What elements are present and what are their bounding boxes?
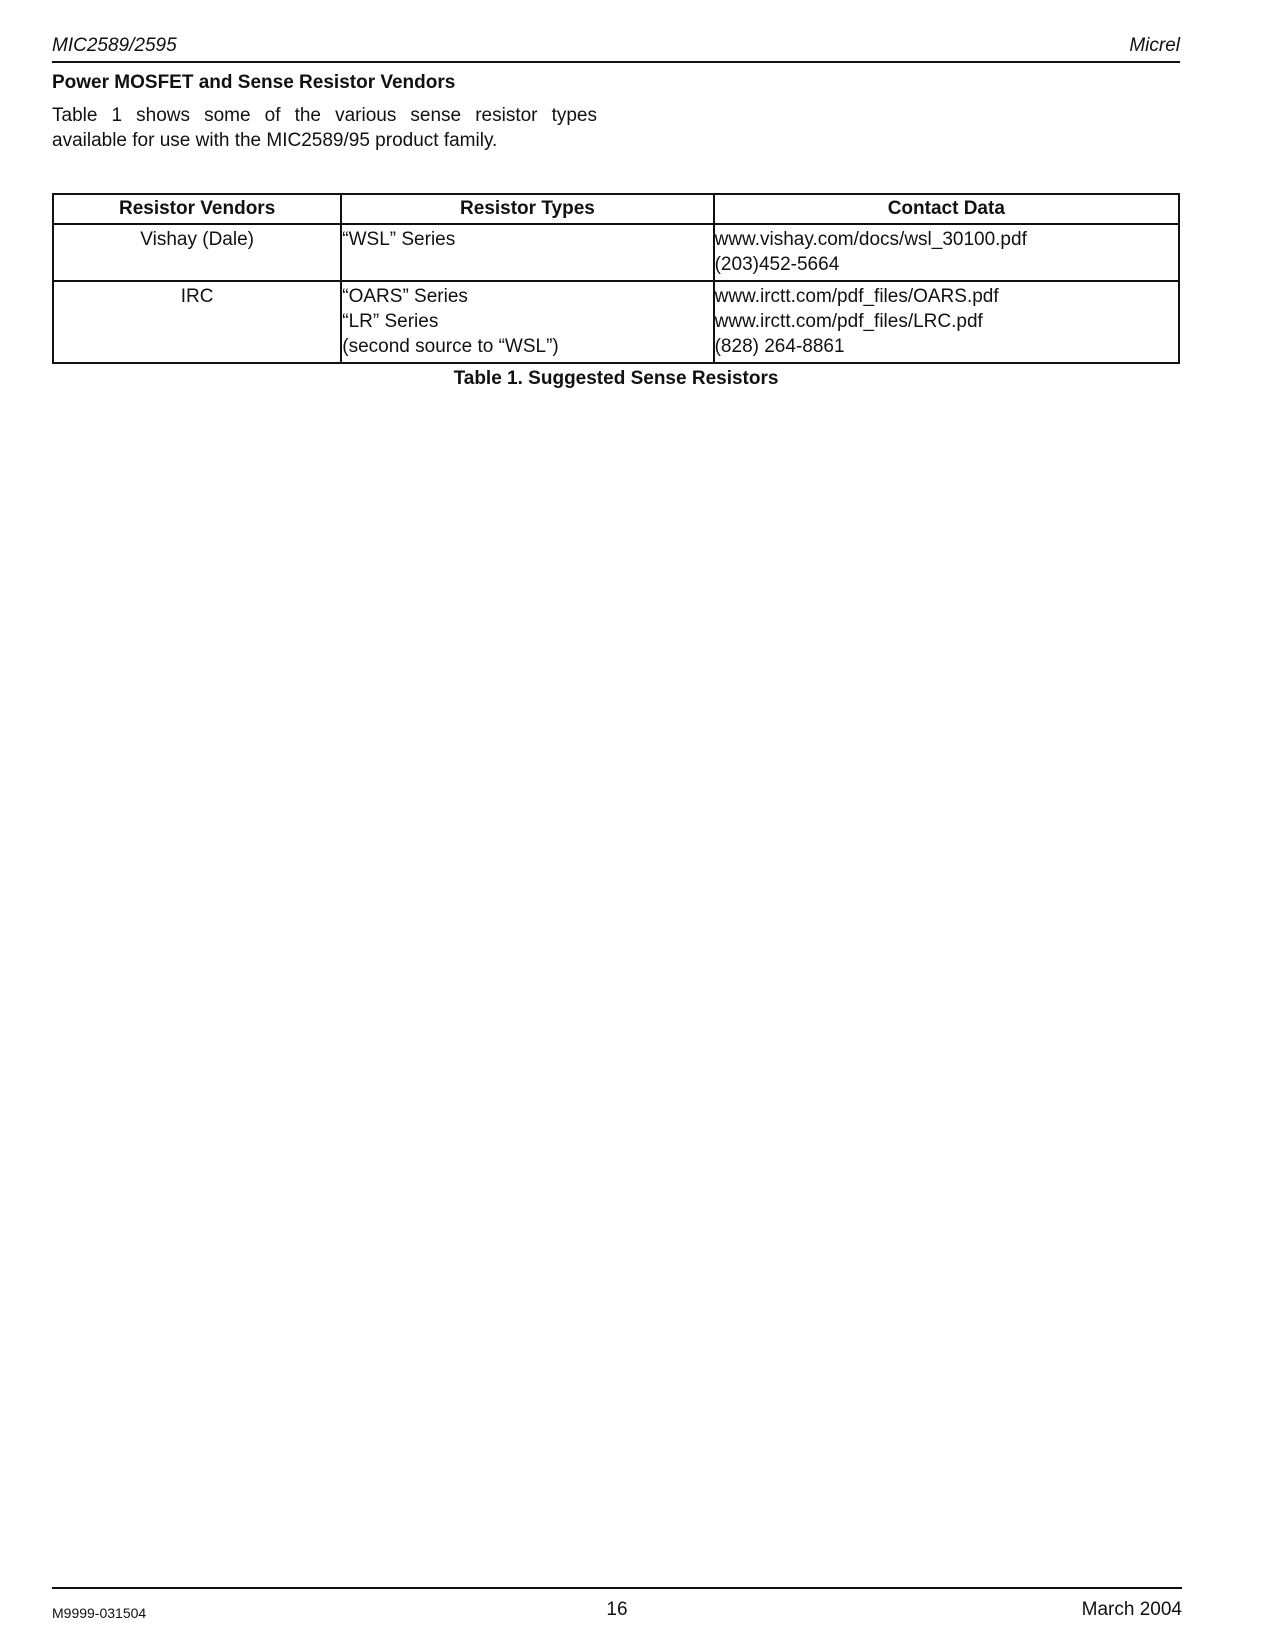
column-header-types: Resistor Types (341, 194, 713, 224)
resistor-type: “LR” Series (342, 311, 439, 332)
header-company: Micrel (1129, 35, 1180, 56)
vendor-name: IRC (180, 286, 214, 307)
footer-doc-number: M9999-031504 (52, 1605, 147, 1621)
table-row (53, 281, 1179, 363)
contact-phone: (828) 264-8861 (714, 336, 845, 357)
page-footer (52, 1587, 1182, 1621)
section-title: Power MOSFET and Sense Resistor Vendors (52, 72, 456, 93)
contact-cell (714, 281, 1179, 363)
header-part-number: MIC2589/2595 (52, 35, 177, 56)
table-row (53, 224, 1179, 281)
contact-phone: (203)452-5664 (714, 254, 840, 275)
contact-url: www.irctt.com/pdf_files/LRC.pdf (714, 311, 983, 332)
footer-date: March 2004 (1081, 1599, 1182, 1620)
column-header-vendors: Resistor Vendors (53, 194, 341, 224)
contact-cell (714, 224, 1179, 281)
contact-url: www.irctt.com/pdf_files/OARS.pdf (714, 286, 999, 307)
table-caption: Table 1. Suggested Sense Resistors (453, 368, 779, 389)
types-cell (341, 281, 713, 363)
types-cell (341, 224, 713, 281)
intro-line: Table 1 shows some of the various sense resistor types (52, 105, 597, 126)
intro-line: available for use with the MIC2589/95 product family. (52, 130, 498, 151)
vendor-cell (53, 224, 341, 281)
intro-paragraph (52, 103, 597, 153)
footer-page-number: 16 (606, 1599, 628, 1620)
table-header-row (53, 194, 1179, 224)
contact-url: www.vishay.com/docs/wsl_30100.pdf (714, 229, 1027, 250)
resistor-type: “WSL” Series (342, 229, 456, 250)
column-header-contact: Contact Data (714, 194, 1179, 224)
sense-resistor-table (52, 193, 1180, 364)
resistor-type-note: (second source to “WSL”) (342, 336, 559, 357)
resistor-type: “OARS” Series (342, 286, 468, 307)
vendor-cell (53, 281, 341, 363)
vendor-name: Vishay (Dale) (140, 229, 254, 250)
page-header (52, 33, 1180, 63)
